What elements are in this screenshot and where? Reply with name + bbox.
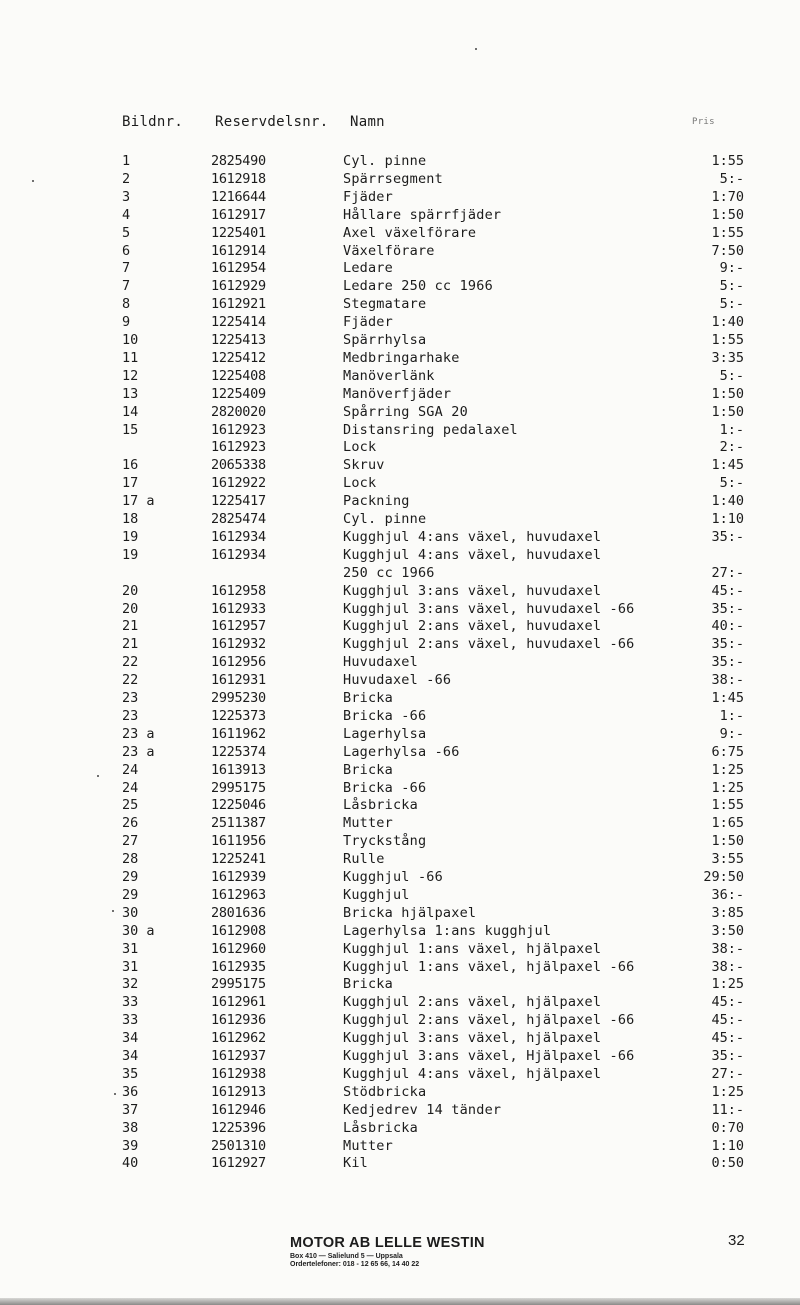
row-reservdelsnr: 1611962	[211, 725, 266, 742]
row-pris: 1:55	[711, 332, 744, 348]
row-bildnr: 9	[122, 314, 131, 331]
row-bildnr: 31	[122, 940, 139, 957]
row-namn: Lock	[343, 439, 377, 456]
page-number: 32	[728, 1232, 745, 1249]
row-reservdelsnr: 2995230	[211, 690, 266, 706]
row-namn: Ledare 250 cc 1966	[343, 278, 493, 295]
row-reservdelsnr: 1612934	[211, 528, 266, 545]
row-bildnr: 26	[122, 815, 139, 832]
row-bildnr: 4	[122, 206, 131, 223]
row-reservdelsnr: 1612958	[211, 582, 266, 599]
row-reservdelsnr: 1225413	[211, 332, 266, 348]
row-reservdelsnr: 1612918	[211, 170, 266, 187]
row-pris: 45:-	[711, 994, 744, 1011]
row-namn: Spårring SGA 20	[343, 403, 468, 420]
row-reservdelsnr: 1225046	[211, 797, 266, 814]
row-pris: 38:-	[711, 672, 744, 689]
table-row	[0, 904, 800, 922]
row-namn: Hållare spärrfjäder	[343, 206, 502, 223]
row-reservdelsnr: 1612946	[211, 1101, 266, 1118]
row-pris: 1:45	[711, 690, 744, 706]
table-row	[0, 367, 800, 385]
row-pris: 9:-	[719, 260, 744, 277]
table-row	[0, 940, 800, 958]
table-row	[0, 349, 800, 367]
row-namn: Lagerhylsa	[343, 725, 427, 742]
row-pris: 1:25	[711, 779, 744, 796]
table-row	[0, 546, 800, 564]
table-row	[0, 474, 800, 492]
table-row	[0, 277, 800, 295]
row-bildnr: 35	[122, 1065, 139, 1082]
scan-speck	[112, 910, 114, 912]
row-bildnr: 19	[122, 546, 139, 563]
row-namn: 250 cc 1966	[343, 564, 435, 581]
row-bildnr: 2	[122, 170, 131, 187]
row-reservdelsnr: 1612917	[211, 206, 266, 223]
row-namn: Kugghjul 3:ans växel, huvudaxel	[343, 582, 602, 599]
row-reservdelsnr: 1612939	[211, 869, 266, 885]
row-bildnr: 39	[122, 1137, 139, 1154]
table-row	[0, 421, 800, 439]
company-phones: Ordertelefoner: 018 - 12 65 66, 14 40 22	[290, 1261, 420, 1268]
row-bildnr: 30 a	[122, 922, 155, 939]
row-bildnr: 23 a	[122, 743, 155, 760]
row-reservdelsnr: 1225401	[211, 224, 266, 241]
row-pris: 1:-	[719, 707, 744, 724]
table-row	[0, 689, 800, 707]
row-bildnr: 25	[122, 797, 139, 814]
table-row	[0, 403, 800, 421]
row-bildnr: 20	[122, 600, 139, 617]
row-reservdelsnr: 1613913	[211, 761, 266, 778]
row-reservdelsnr: 1225408	[211, 367, 266, 384]
row-pris: 45:-	[711, 582, 744, 599]
row-reservdelsnr: 1611956	[211, 833, 266, 850]
row-pris: 35:-	[711, 654, 744, 671]
table-row	[0, 707, 800, 725]
row-pris: 38:-	[711, 940, 744, 957]
table-row	[0, 671, 800, 689]
table-row	[0, 1119, 800, 1137]
row-pris: 1:65	[711, 815, 744, 832]
table-row	[0, 206, 800, 224]
row-pris: 0:50	[711, 1155, 744, 1172]
row-pris: 1:-	[719, 421, 744, 438]
row-namn: Rulle	[343, 851, 385, 868]
row-pris: 38:-	[711, 958, 744, 975]
row-bildnr: 21	[122, 636, 139, 653]
scan-speck	[114, 1093, 116, 1095]
row-pris: 1:25	[711, 761, 744, 778]
row-pris: 27:-	[711, 1065, 744, 1082]
row-pris: 1:55	[711, 797, 744, 814]
row-pris: 35:-	[711, 636, 744, 653]
row-pris: 1:25	[711, 976, 744, 993]
table-row	[0, 456, 800, 474]
header-pris: Pris	[692, 117, 715, 127]
row-reservdelsnr: 1612923	[211, 439, 266, 456]
row-bildnr: 3	[122, 188, 131, 205]
row-namn: Bricka	[343, 690, 393, 706]
row-bildnr: 7	[122, 260, 131, 277]
row-pris: 40:-	[711, 618, 744, 635]
scan-edge-bar	[0, 1298, 800, 1305]
row-namn: Fjäder	[343, 188, 393, 205]
row-namn: Huvudaxel -66	[343, 672, 452, 689]
table-row	[0, 385, 800, 403]
row-pris: 0:70	[711, 1119, 744, 1136]
row-namn: Kugghjul 2:ans växel, huvudaxel	[343, 618, 602, 635]
row-bildnr: 36	[122, 1083, 139, 1100]
row-bildnr: 10	[122, 332, 139, 348]
row-pris: 1:40	[711, 493, 744, 510]
row-pris: 5:-	[719, 278, 744, 295]
scan-speck	[97, 775, 99, 777]
table-row	[0, 761, 800, 779]
row-reservdelsnr: 1612960	[211, 940, 266, 957]
row-pris: 1:70	[711, 188, 744, 205]
row-namn: Stödbricka	[343, 1083, 427, 1100]
row-namn: Manöverfjäder	[343, 385, 452, 402]
table-row	[0, 653, 800, 671]
row-namn: Kugghjul 2:ans växel, hjälpaxel -66	[343, 1012, 635, 1029]
row-pris: 6:75	[711, 743, 744, 760]
row-reservdelsnr: 1225373	[211, 707, 266, 724]
row-reservdelsnr: 2065338	[211, 457, 266, 474]
row-reservdelsnr: 1612914	[211, 242, 266, 259]
row-pris: 3:50	[711, 922, 744, 939]
table-row	[0, 868, 800, 886]
table-row	[0, 725, 800, 743]
row-bildnr: 11	[122, 349, 139, 366]
row-bildnr: 33	[122, 994, 139, 1011]
row-bildnr: 23	[122, 707, 139, 724]
row-bildnr: 6	[122, 242, 131, 259]
row-namn: Kugghjul 1:ans växel, hjälpaxel	[343, 940, 602, 957]
row-reservdelsnr: 1612934	[211, 546, 266, 563]
row-reservdelsnr: 1612913	[211, 1083, 266, 1100]
row-bildnr: 8	[122, 296, 131, 313]
row-reservdelsnr: 2995175	[211, 779, 266, 796]
row-namn: Bricka -66	[343, 707, 427, 724]
row-namn: Spärrhylsa	[343, 332, 427, 348]
row-namn: Bricka -66	[343, 779, 427, 796]
row-pris: 5:-	[719, 367, 744, 384]
row-reservdelsnr: 2825474	[211, 511, 266, 527]
row-pris: 45:-	[711, 1030, 744, 1047]
table-row	[0, 635, 800, 653]
row-bildnr: 34	[122, 1048, 139, 1064]
row-pris: 1:50	[711, 403, 744, 420]
scan-speck	[475, 48, 477, 50]
row-bildnr: 24	[122, 761, 139, 778]
row-bildnr: 19	[122, 528, 139, 545]
row-namn: Cyl. pinne	[343, 153, 427, 169]
row-reservdelsnr: 1225374	[211, 743, 266, 760]
row-pris: 1:40	[711, 314, 744, 331]
row-reservdelsnr: 1225396	[211, 1119, 266, 1136]
company-name: MOTOR AB LELLE WESTIN	[290, 1235, 485, 1251]
table-row	[0, 564, 800, 582]
row-namn: Skruv	[343, 457, 385, 474]
row-reservdelsnr: 2825490	[211, 153, 266, 169]
row-namn: Kugghjul 3:ans växel, huvudaxel -66	[343, 600, 635, 617]
row-bildnr: 17 a	[122, 493, 155, 510]
row-bildnr: 29	[122, 869, 139, 885]
table-row	[0, 975, 800, 993]
row-reservdelsnr: 1612927	[211, 1155, 266, 1172]
row-reservdelsnr: 1612957	[211, 618, 266, 635]
row-pris: 3:85	[711, 904, 744, 921]
row-reservdelsnr: 1612931	[211, 672, 266, 689]
row-namn: Bricka hjälpaxel	[343, 904, 477, 921]
table-row	[0, 331, 800, 349]
row-bildnr: 21	[122, 618, 139, 635]
table-row	[0, 1101, 800, 1119]
row-pris: 35:-	[711, 528, 744, 545]
row-namn: Kugghjul	[343, 886, 410, 903]
row-bildnr: 16	[122, 457, 139, 474]
row-namn: Kugghjul 4:ans växel, huvudaxel	[343, 546, 602, 563]
row-pris: 1:50	[711, 206, 744, 223]
row-namn: Kugghjul 2:ans växel, hjälpaxel	[343, 994, 602, 1011]
header-bildnr: Bildnr.	[122, 114, 184, 130]
row-namn: Mutter	[343, 1137, 393, 1154]
row-namn: Bricka	[343, 761, 393, 778]
row-pris: 5:-	[719, 296, 744, 313]
table-row	[0, 170, 800, 188]
row-reservdelsnr: 1612937	[211, 1048, 266, 1064]
row-reservdelsnr: 2801636	[211, 904, 266, 921]
row-namn: Medbringarhake	[343, 349, 460, 366]
row-namn: Kugghjul 4:ans växel, hjälpaxel	[343, 1065, 602, 1082]
row-reservdelsnr: 1612932	[211, 636, 266, 653]
row-namn: Kil	[343, 1155, 368, 1172]
table-row	[0, 438, 800, 456]
row-pris: 5:-	[719, 170, 744, 187]
row-bildnr: 37	[122, 1101, 139, 1118]
row-bildnr: 24	[122, 779, 139, 796]
table-row	[0, 295, 800, 313]
row-reservdelsnr: 1612921	[211, 296, 266, 313]
row-namn: Packning	[343, 493, 410, 510]
table-row	[0, 1065, 800, 1083]
row-namn: Mutter	[343, 815, 393, 832]
row-reservdelsnr: 1612961	[211, 994, 266, 1011]
row-bildnr: 23	[122, 690, 139, 706]
table-row	[0, 259, 800, 277]
row-pris: 1:55	[711, 224, 744, 241]
row-reservdelsnr: 1225409	[211, 385, 266, 402]
row-namn: Kugghjul -66	[343, 869, 443, 885]
row-bildnr: 22	[122, 654, 139, 671]
row-bildnr: 34	[122, 1030, 139, 1047]
row-reservdelsnr: 1612935	[211, 958, 266, 975]
row-pris: 1:10	[711, 1137, 744, 1154]
company-address-block	[290, 1253, 419, 1269]
row-namn: Stegmatare	[343, 296, 427, 313]
row-pris: 2:-	[719, 439, 744, 456]
row-bildnr: 1	[122, 153, 131, 169]
table-row	[0, 743, 800, 761]
row-namn: Låsbricka	[343, 1119, 418, 1136]
row-reservdelsnr: 1612963	[211, 886, 266, 903]
row-bildnr: 23 a	[122, 725, 155, 742]
row-namn: Tryckstång	[343, 833, 427, 850]
row-namn: Ledare	[343, 260, 393, 277]
row-pris: 1:10	[711, 511, 744, 527]
row-namn: Kugghjul 4:ans växel, huvudaxel	[343, 528, 602, 545]
table-row	[0, 814, 800, 832]
row-reservdelsnr: 2501310	[211, 1137, 266, 1154]
row-namn: Manöverlänk	[343, 367, 435, 384]
row-namn: Distansring pedalaxel	[343, 421, 518, 438]
row-reservdelsnr: 1612938	[211, 1065, 266, 1082]
table-row	[0, 1083, 800, 1101]
table-row	[0, 1029, 800, 1047]
row-bildnr: 12	[122, 367, 139, 384]
table-row	[0, 922, 800, 940]
row-pris: 27:-	[711, 564, 744, 581]
table-row	[0, 582, 800, 600]
row-reservdelsnr: 1612962	[211, 1030, 266, 1047]
table-row	[0, 1154, 800, 1172]
row-pris: 1:45	[711, 457, 744, 474]
row-reservdelsnr: 1612954	[211, 260, 266, 277]
row-bildnr: 30	[122, 904, 139, 921]
row-pris: 7:50	[711, 242, 744, 259]
table-row	[0, 779, 800, 797]
row-pris: 11:-	[711, 1101, 744, 1118]
row-pris: 1:55	[711, 153, 744, 169]
row-pris: 1:50	[711, 385, 744, 402]
header-reservdelsnr: Reservdelsnr.	[215, 114, 329, 130]
table-row	[0, 886, 800, 904]
table-row	[0, 510, 800, 528]
row-reservdelsnr: 1612936	[211, 1012, 266, 1029]
row-bildnr: 18	[122, 511, 139, 527]
row-reservdelsnr: 2511387	[211, 815, 266, 832]
table-row	[0, 188, 800, 206]
table-row	[0, 832, 800, 850]
row-namn: Växelförare	[343, 242, 435, 259]
row-pris: 36:-	[711, 886, 744, 903]
table-row	[0, 1011, 800, 1029]
table-row	[0, 1137, 800, 1155]
row-bildnr: 5	[122, 224, 131, 241]
row-bildnr: 32	[122, 976, 139, 993]
row-bildnr: 15	[122, 421, 139, 438]
row-bildnr: 33	[122, 1012, 139, 1029]
row-pris: 3:55	[711, 851, 744, 868]
row-namn: Kugghjul 1:ans växel, hjälpaxel -66	[343, 958, 635, 975]
row-namn: Fjäder	[343, 314, 393, 331]
row-namn: Kugghjul 3:ans växel, hjälpaxel	[343, 1030, 602, 1047]
row-reservdelsnr: 2820020	[211, 403, 266, 420]
row-pris: 5:-	[719, 475, 744, 492]
row-pris: 35:-	[711, 1048, 744, 1064]
row-namn: Lagerhylsa -66	[343, 743, 460, 760]
table-row	[0, 850, 800, 868]
row-namn: Kugghjul 3:ans växel, Hjälpaxel -66	[343, 1048, 635, 1064]
row-bildnr: 7	[122, 278, 131, 295]
row-bildnr: 31	[122, 958, 139, 975]
row-bildnr: 14	[122, 403, 139, 420]
row-reservdelsnr: 1225412	[211, 349, 266, 366]
row-reservdelsnr: 1216644	[211, 188, 266, 205]
row-namn: Cyl. pinne	[343, 511, 427, 527]
row-namn: Lagerhylsa 1:ans kugghjul	[343, 922, 552, 939]
row-pris: 45:-	[711, 1012, 744, 1029]
table-row	[0, 224, 800, 242]
row-namn: Kugghjul 2:ans växel, huvudaxel -66	[343, 636, 635, 653]
row-namn: Spärrsegment	[343, 170, 443, 187]
row-namn: Kedjedrev 14 tänder	[343, 1101, 502, 1118]
table-row	[0, 1047, 800, 1065]
table-row	[0, 796, 800, 814]
row-pris: 1:50	[711, 833, 744, 850]
row-pris: 1:25	[711, 1083, 744, 1100]
row-reservdelsnr: 1225414	[211, 314, 266, 331]
row-bildnr: 27	[122, 833, 139, 850]
header-namn: Namn	[350, 114, 385, 130]
row-bildnr: 20	[122, 582, 139, 599]
row-reservdelsnr: 1612922	[211, 475, 266, 492]
row-pris: 29:50	[703, 869, 744, 885]
row-namn: Bricka	[343, 976, 393, 993]
table-row	[0, 313, 800, 331]
row-namn: Axel växelförare	[343, 224, 477, 241]
table-row	[0, 492, 800, 510]
scan-speck	[32, 180, 34, 182]
row-reservdelsnr: 1612956	[211, 654, 266, 671]
row-pris: 35:-	[711, 600, 744, 617]
table-row	[0, 152, 800, 170]
row-bildnr: 40	[122, 1155, 139, 1172]
row-bildnr: 17	[122, 475, 139, 492]
table-row	[0, 958, 800, 976]
row-reservdelsnr: 2995175	[211, 976, 266, 993]
company-address: Box 410 — Salielund 5 — Uppsala	[290, 1253, 403, 1260]
row-reservdelsnr: 1225241	[211, 851, 266, 868]
table-row	[0, 993, 800, 1011]
row-reservdelsnr: 1612929	[211, 278, 266, 295]
row-bildnr: 28	[122, 851, 139, 868]
row-reservdelsnr: 1612908	[211, 922, 266, 939]
row-reservdelsnr: 1612923	[211, 421, 266, 438]
row-bildnr: 22	[122, 672, 139, 689]
row-reservdelsnr: 1225417	[211, 493, 266, 510]
row-reservdelsnr: 1612933	[211, 600, 266, 617]
row-bildnr: 29	[122, 886, 139, 903]
row-namn: Lock	[343, 475, 377, 492]
table-row	[0, 242, 800, 260]
row-namn: Låsbricka	[343, 797, 418, 814]
table-row	[0, 600, 800, 618]
row-pris: 3:35	[711, 349, 744, 366]
table-row	[0, 617, 800, 635]
row-bildnr: 13	[122, 385, 139, 402]
row-namn: Huvudaxel	[343, 654, 418, 671]
row-bildnr: 38	[122, 1119, 139, 1136]
table-row	[0, 528, 800, 546]
row-pris: 9:-	[719, 725, 744, 742]
